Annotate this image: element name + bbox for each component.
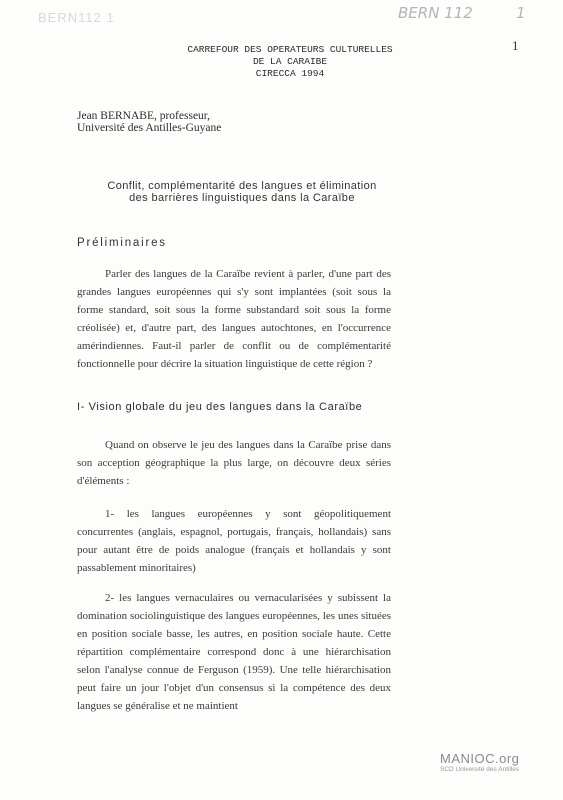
- paragraph-point-1: 1- les langues européennes y sont géopolitiquement concurrentes (anglais, espagnol, portugais, français, hollandais) sans pour autant être de poids analogue (français et hollandais y sont passablement minoritaires): [77, 508, 391, 574]
- document-title: [77, 180, 407, 204]
- section-heading-preliminaires: Préliminaires: [77, 237, 167, 249]
- title-line-1: Conflit, complémentarité des langues et élimination: [107, 180, 377, 192]
- logo-title: MANIOC.org: [440, 751, 520, 766]
- header-line-1: CARREFOUR DES OPERATEURS CULTURELLES: [187, 44, 393, 55]
- conference-header: [160, 44, 420, 80]
- author-affiliation: Université des Antilles-Guyane: [77, 122, 222, 134]
- handwritten-reference: BERN 112: [398, 4, 473, 22]
- paragraph-observation: Quand on observe le jeu des langues dans la Caraïbe prise dans son acception géographique la plus large, on découvre deux séries d'éléments :: [77, 439, 391, 487]
- header-line-2: DE LA CARAIBE: [252, 56, 328, 67]
- title-line-2: des barrières linguistiques dans la Caraïbe: [129, 192, 355, 204]
- manioc-logo: [440, 752, 550, 774]
- section-heading-vision-globale: I- Vision globale du jeu des langues dans la Caraïbe: [77, 401, 363, 413]
- header-line-3: CIRECCA 1994: [255, 68, 325, 79]
- paragraph-point-2: 2- les langues vernaculaires ou vernacularisées y subissent la domination sociolinguistique des langues européennes, les unes situées en position sociale basse, les autres, en position sociale haute. Cette répartition complémentaire correspond donc à une hiérarchisation selon l'analyse connue de Ferguson (1959). Une telle hiérarchisation peut faire un jour l'objet d'un consensus si la compétence des deux langues se généralise et ne maintient: [77, 592, 391, 712]
- paragraph-intro: Parler des langues de la Caraïbe revient à parler, d'une part des grandes langues européennes qui s'y sont implantées (soit sous la forme standard, soit sous la forme substandard soit sous la forme créolisée) et, d'autre part, des langues autochtones, en l'occurrence amérindiennes. Faut-il parler de conflit ou de complémentarité fonctionnelle pour décrire la situation linguistique de cette région ?: [77, 268, 391, 370]
- handwritten-page-number: 1: [516, 4, 526, 22]
- faded-archive-stamp: BERN112 1: [38, 10, 115, 25]
- logo-subtitle: SCD Université des Antilles: [440, 766, 520, 773]
- page-number: 1: [512, 38, 519, 53]
- author-block: [77, 110, 221, 134]
- author-name: Jean BERNABE, professeur,: [77, 110, 211, 122]
